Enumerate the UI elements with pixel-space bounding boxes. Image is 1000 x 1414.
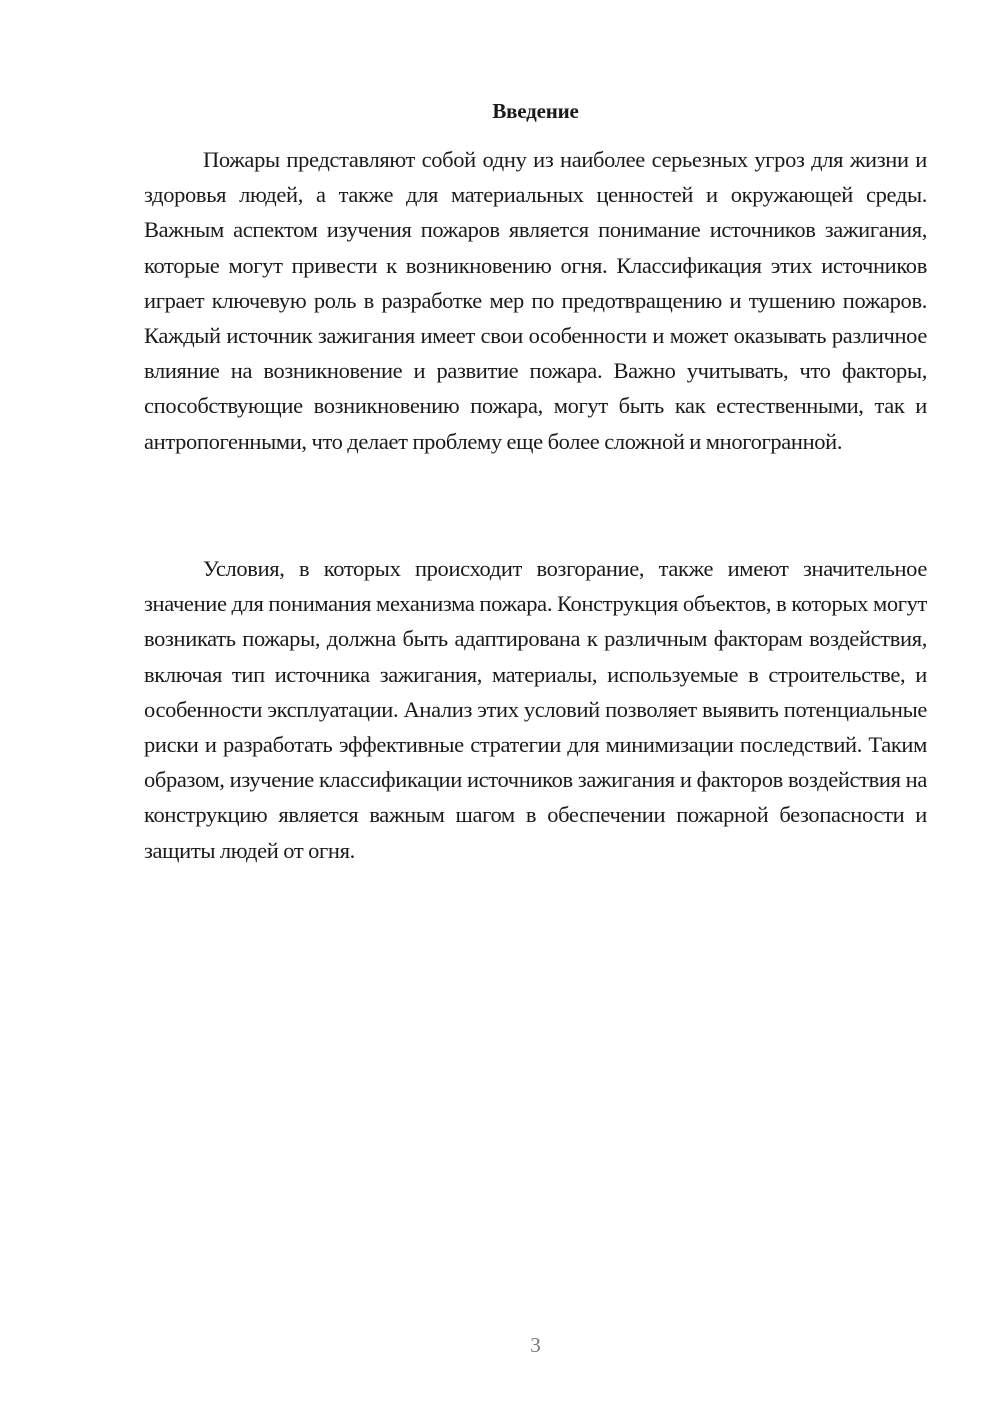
page-number: 3 — [530, 1333, 541, 1357]
document-page — [144, 0, 927, 1414]
paragraph-2: Условия, в которых происходит возгорание, также имеют значительное значение для понимания механизма пожара. Конструкция объектов, в которых могут возникать пожары, должна быть адаптирована к различным факторам воздействия, включая тип источника зажигания, материалы, используемые в строительстве, и особенности эксплуатации. Анализ этих условий позволяет выявить потенциальные риски и разработать эффективные стратегии для минимизации последствий. Таким образом, изучение классификации источников зажигания и факторов воздействия на конструкцию является важным шагом в обеспечении пожарной безопасности и защиты людей от огня. — [144, 556, 927, 863]
paragraph-1: Пожары представляют собой одну из наиболее серьезных угроз для жизни и здоровья людей, а также для материальных ценностей и окружающей среды. Важным аспектом изучения пожаров является понимание источников зажигания, которые могут привести к возникновению огня. Классификация этих источников играет ключевую роль в разработке мер по предотвращению и тушению пожаров. Каждый источник зажигания имеет свои особенности и может оказывать различное влияние на возникновение и развитие пожара. Важно учитывать, что факторы, способствующие возникновению пожара, могут быть как естественными, так и антропогенными, что делает проблему еще более сложной и многогранной. — [144, 147, 927, 454]
section-heading: Введение — [492, 99, 579, 123]
